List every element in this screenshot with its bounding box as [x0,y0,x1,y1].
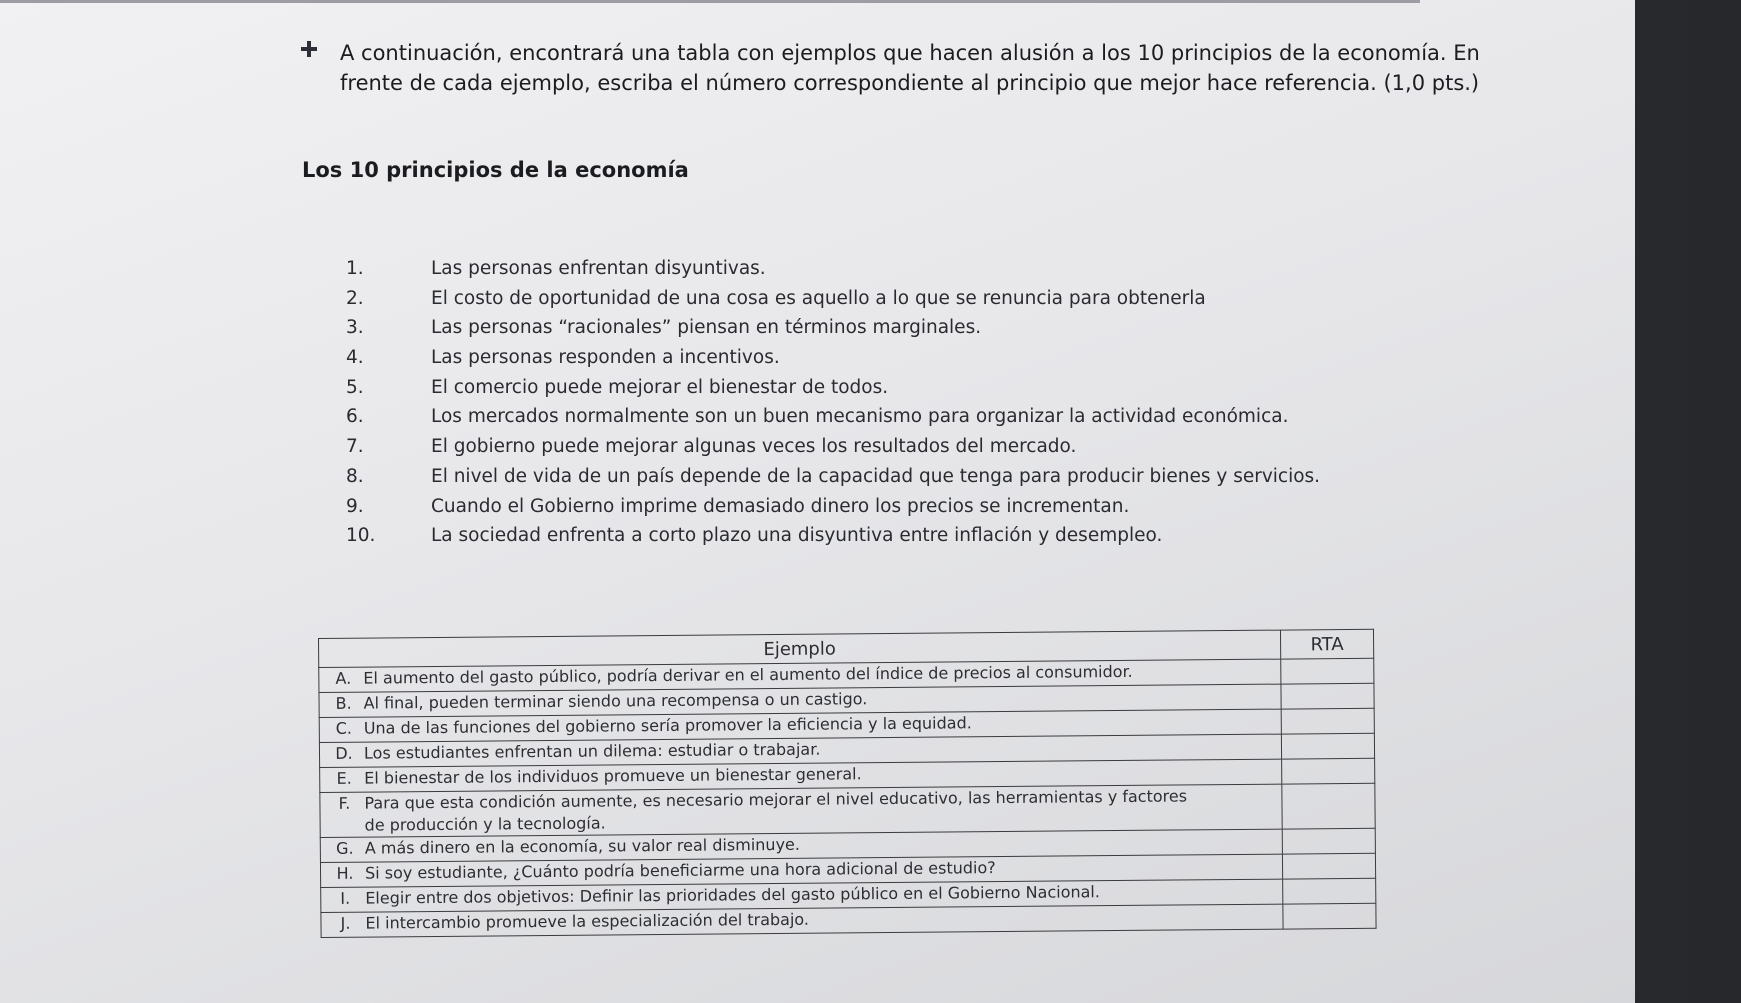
answer-cell[interactable] [1281,708,1374,734]
example-text: Una de las funciones del gobierno sería promover la eficiencia y la equidad. [363,713,972,738]
row-letter: H. [336,863,354,883]
principle-text: Los mercados normalmente son un buen mecanismo para organizar la actividad económica. [431,406,1289,428]
header-answer: RTA [1280,629,1373,659]
principle-text: La sociedad enfrenta a corto plazo una disyuntiva entre inflación y desempleo. [431,525,1163,547]
principle-item [346,347,1326,377]
principle-number: 3. [346,317,364,339]
principle-item [346,406,1326,436]
answer-cell[interactable] [1283,878,1376,904]
row-letter: B. [335,693,352,713]
principle-item [346,466,1326,496]
instructions [300,38,1480,98]
principle-text: El costo de oportunidad de una cosa es aquello a lo que se renuncia para obtenerla [431,287,1206,309]
principle-number: 6. [346,406,364,428]
example-text: Elegir entre dos objetivos: Definir las prioridades del gasto público en el Gobierno Nacional. [365,882,1100,908]
answer-cell[interactable] [1282,828,1375,854]
principle-item [346,436,1326,466]
answer-cell[interactable] [1283,903,1376,929]
row-letter: G. [336,838,354,858]
instructions-line-1: A continuación, encontrará una tabla con ejemplos que hacen alusión a los 10 principios de la economía. En [340,41,1480,65]
principle-number: 8. [346,465,364,487]
principle-item [346,258,1326,288]
example-text: El intercambio promueve la especialización del trabajo. [365,909,810,933]
principles-list [346,258,1326,555]
top-border [0,0,1420,3]
example-text: Si soy estudiante, ¿Cuánto podría beneficiarme una hora adicional de estudio? [364,858,996,883]
examples-table [318,629,1377,938]
row-letter: E. [336,768,352,788]
row-letter: C. [335,718,352,738]
principle-number: 4. [346,347,364,369]
principle-number: 2. [346,287,364,309]
example-text: El aumento del gasto público, podría derivar en el aumento del índice de precios al consumidor. [363,661,1133,688]
row-letter: F. [338,793,351,813]
principle-number: 10. [346,525,376,547]
example-text: A más dinero en la economía, su valor real disminuye. [364,834,800,858]
principle-item [346,377,1326,407]
principle-item [346,288,1326,318]
principle-item [346,317,1326,347]
example-text-continued: de producción y la tecnología. [364,813,606,835]
section-heading: Los 10 principios de la economía [302,158,689,182]
example-text: Los estudiantes enfrentan un dilema: estudiar o trabajar. [363,739,821,763]
answer-cell[interactable] [1281,733,1374,759]
answer-cell[interactable] [1282,758,1375,784]
example-text: Para que esta condición aumente, es necesario mejorar el nivel educativo, las herramientas y factores [364,786,1188,813]
principle-text: El nivel de vida de un país depende de la capacidad que tenga para producir bienes y servicios. [431,465,1321,487]
principle-number: 7. [346,436,364,458]
principle-number: 5. [346,376,364,398]
principle-item [346,525,1326,555]
principle-number: 9. [346,495,364,517]
row-letter: I. [340,888,351,908]
answer-cell[interactable] [1282,853,1375,879]
row-letter: D. [335,743,353,763]
principle-text: Cuando el Gobierno imprime demasiado dinero los precios se incrementan. [431,495,1130,517]
example-text: El bienestar de los individuos promueve un bienestar general. [364,764,862,788]
principle-text: Las personas enfrentan disyuntivas. [431,258,766,279]
principle-item [346,496,1326,526]
principle-number: 1. [346,258,364,279]
answer-cell[interactable] [1281,683,1374,709]
row-letter: J. [340,913,351,933]
row-letter: A. [335,668,352,688]
principle-text: Las personas “racionales” piensan en términos marginales. [431,317,982,339]
instructions-line-2: frente de cada ejemplo, escriba el número correspondiente al principio que mejor hace referencia. (1,0 pts.) [340,71,1480,95]
example-text: Al final, pueden terminar siendo una recompensa o un castigo. [363,689,868,713]
answer-cell[interactable] [1282,783,1375,829]
principle-text: El gobierno puede mejorar algunas veces los resultados del mercado. [431,436,1077,458]
header-example: Ejemplo [319,630,1281,667]
answer-cell[interactable] [1281,658,1374,684]
principle-text: Las personas responden a incentivos. [431,347,780,369]
cross-bullet-icon [300,40,318,58]
principle-text: El comercio puede mejorar el bienestar de todos. [431,376,889,398]
